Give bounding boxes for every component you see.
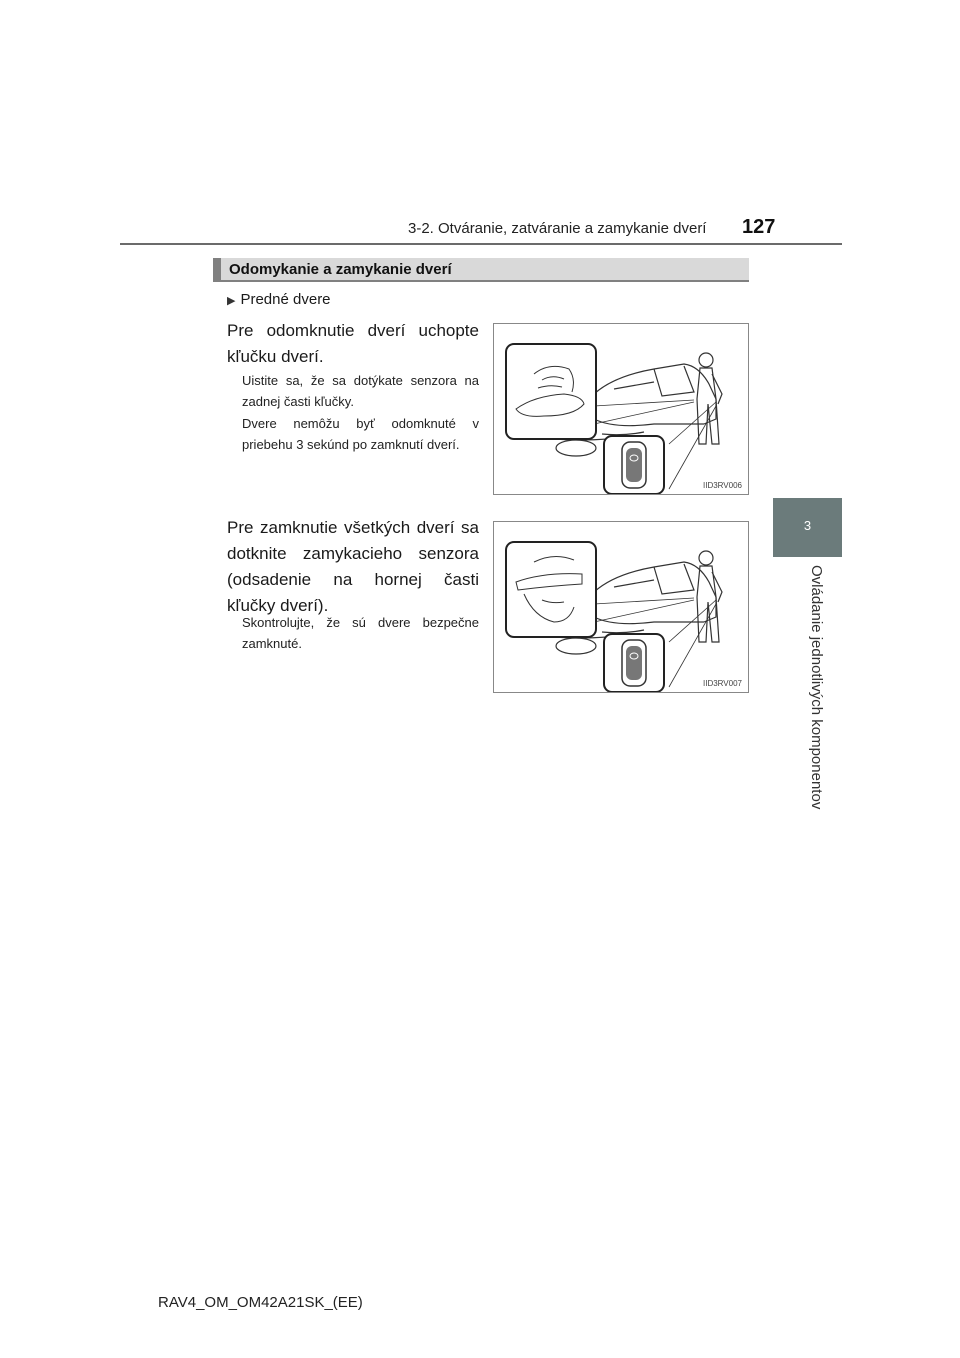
document-code: RAV4_OM_OM42A21SK_(EE) xyxy=(158,1294,363,1311)
hand-callout xyxy=(506,344,596,439)
figure-code: IID3RV006 xyxy=(703,481,742,490)
lock-note-1: Skontrolujte, že sú dvere bezpečne zamknuté. xyxy=(242,615,479,651)
unlock-note-1: Uistite sa, že sa dotýkate senzora na zadnej časti kľučky. xyxy=(242,373,479,409)
bullet-front-doors xyxy=(227,291,331,308)
car-door-unlock-illustration xyxy=(494,324,749,495)
unlock-note-2: Dvere nemôžu byť odomknuté v priebehu 3 sekúnd po zamknutí dverí. xyxy=(242,416,479,452)
chapter-tab-number: 3 xyxy=(803,518,812,533)
page-number: 127 xyxy=(742,216,776,238)
lock-figure xyxy=(493,521,749,693)
triangle-bullet-icon: ▶ xyxy=(227,295,236,307)
header-rule xyxy=(120,243,842,245)
unlock-instruction: Pre odomknutie dverí uchopte kľučku dverí. xyxy=(227,321,479,366)
chapter-title: 3-2. Otváranie, zatváranie a zamykanie dverí xyxy=(408,220,707,237)
unlock-figure xyxy=(493,323,749,495)
chapter-tab xyxy=(773,498,842,557)
section-title-bar xyxy=(213,258,749,282)
car-door-lock-illustration xyxy=(494,522,749,693)
figure-code: IID3RV007 xyxy=(703,679,742,688)
bullet-label: Predné dvere xyxy=(240,291,331,308)
lock-instruction: Pre zamknutie všetkých dverí sa dotknite zamykacieho senzora (odsadenie na hornej časti kľučky dverí). xyxy=(227,518,479,615)
section-title: Odomykanie a zamykanie dverí xyxy=(229,261,452,278)
chapter-side-label: Ovládanie jednotlivých komponentov xyxy=(808,565,825,810)
